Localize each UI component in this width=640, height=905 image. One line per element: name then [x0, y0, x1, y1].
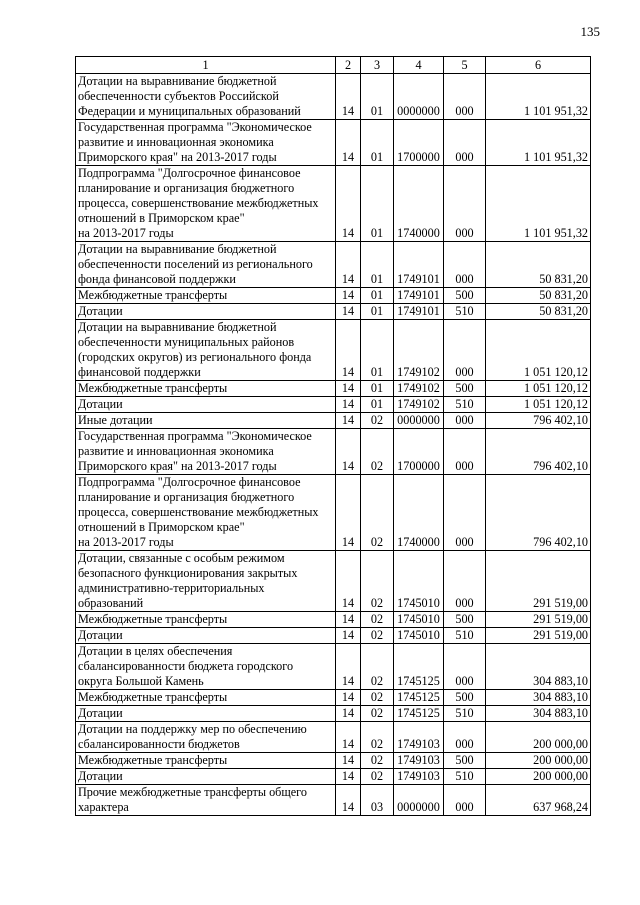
- subsection-code-cell: 02: [361, 551, 394, 612]
- table-row: [76, 628, 591, 644]
- description-line: образований: [78, 596, 144, 610]
- amount-cell: 291 519,00: [486, 628, 591, 644]
- target-article-cell: 1745125: [394, 690, 444, 706]
- description-cell: [76, 381, 336, 397]
- header-cell: 2: [336, 57, 361, 74]
- expense-type-cell: 000: [444, 475, 486, 551]
- description-line: обеспеченности субъектов Российской: [78, 89, 279, 103]
- target-article-cell: 1740000: [394, 475, 444, 551]
- description-line: Дотации: [78, 304, 123, 318]
- target-article-cell: 1749103: [394, 722, 444, 753]
- description-line: планирование и организация бюджетного: [78, 490, 295, 504]
- subsection-code-cell: 01: [361, 397, 394, 413]
- amount-cell: 50 831,20: [486, 304, 591, 320]
- subsection-code-cell: 02: [361, 413, 394, 429]
- expense-type-cell: 000: [444, 120, 486, 166]
- description-cell: [76, 753, 336, 769]
- amount-cell: 1 051 120,12: [486, 397, 591, 413]
- target-article-cell: 1700000: [394, 429, 444, 475]
- amount-cell: 796 402,10: [486, 413, 591, 429]
- description-cell: [76, 429, 336, 475]
- description-line: Государственная программа "Экономическое: [78, 120, 312, 134]
- section-code-cell: 14: [336, 628, 361, 644]
- header-cell: 4: [394, 57, 444, 74]
- subsection-code-cell: 01: [361, 120, 394, 166]
- section-code-cell: 14: [336, 690, 361, 706]
- table-row: [76, 551, 591, 612]
- subsection-code-cell: 02: [361, 644, 394, 690]
- subsection-code-cell: 02: [361, 722, 394, 753]
- description-line: обеспеченности поселений из регионального: [78, 257, 313, 271]
- target-article-cell: 1745125: [394, 644, 444, 690]
- section-code-cell: 14: [336, 74, 361, 120]
- description-line: отношений в Приморском крае": [78, 520, 245, 534]
- description-line: сбалансированности бюджетов: [78, 737, 240, 751]
- description-cell: [76, 612, 336, 628]
- budget-table: [75, 56, 591, 816]
- section-code-cell: 14: [336, 413, 361, 429]
- amount-cell: 304 883,10: [486, 690, 591, 706]
- table-row: [76, 769, 591, 785]
- description-line: на 2013-2017 годы: [78, 535, 174, 549]
- table-row: [76, 397, 591, 413]
- target-article-cell: 1745125: [394, 706, 444, 722]
- description-line: Подпрограмма "Долгосрочное финансовое: [78, 166, 301, 180]
- description-cell: [76, 644, 336, 690]
- section-code-cell: 14: [336, 120, 361, 166]
- table-row: [76, 120, 591, 166]
- section-code-cell: 14: [336, 612, 361, 628]
- table-row: [76, 413, 591, 429]
- target-article-cell: 1745010: [394, 551, 444, 612]
- description-line: Дотации: [78, 706, 123, 720]
- description-cell: [76, 769, 336, 785]
- header-cell: 6: [486, 57, 591, 74]
- amount-cell: 200 000,00: [486, 769, 591, 785]
- amount-cell: 1 101 951,32: [486, 74, 591, 120]
- header-cell: 5: [444, 57, 486, 74]
- description-cell: [76, 628, 336, 644]
- expense-type-cell: 000: [444, 320, 486, 381]
- target-article-cell: 1749103: [394, 753, 444, 769]
- description-line: Иные дотации: [78, 413, 153, 427]
- expense-type-cell: 510: [444, 628, 486, 644]
- description-line: Дотации на выравнивание бюджетной: [78, 242, 277, 256]
- expense-type-cell: 510: [444, 706, 486, 722]
- section-code-cell: 14: [336, 397, 361, 413]
- section-code-cell: 14: [336, 722, 361, 753]
- description-cell: [76, 74, 336, 120]
- description-cell: [76, 242, 336, 288]
- expense-type-cell: 500: [444, 288, 486, 304]
- description-cell: [76, 120, 336, 166]
- description-line: Дотации: [78, 397, 123, 411]
- target-article-cell: 0000000: [394, 785, 444, 816]
- table-row: [76, 288, 591, 304]
- subsection-code-cell: 01: [361, 320, 394, 381]
- description-line: Прочие межбюджетные трансферты общего: [78, 785, 307, 799]
- description-line: округа Большой Камень: [78, 674, 204, 688]
- description-line: Межбюджетные трансферты: [78, 288, 228, 302]
- description-line: Межбюджетные трансферты: [78, 612, 228, 626]
- target-article-cell: 1749102: [394, 320, 444, 381]
- amount-cell: 1 101 951,32: [486, 166, 591, 242]
- description-line: отношений в Приморском крае": [78, 211, 245, 225]
- subsection-code-cell: 03: [361, 785, 394, 816]
- table-row: [76, 644, 591, 690]
- subsection-code-cell: 02: [361, 706, 394, 722]
- description-cell: [76, 320, 336, 381]
- expense-type-cell: 500: [444, 612, 486, 628]
- description-line: Дотации: [78, 628, 123, 642]
- amount-cell: 50 831,20: [486, 242, 591, 288]
- section-code-cell: 14: [336, 475, 361, 551]
- expense-type-cell: 000: [444, 644, 486, 690]
- amount-cell: 1 051 120,12: [486, 320, 591, 381]
- amount-cell: 50 831,20: [486, 288, 591, 304]
- description-cell: [76, 706, 336, 722]
- description-line: Приморского края" на 2013-2017 годы: [78, 459, 277, 473]
- subsection-code-cell: 02: [361, 753, 394, 769]
- description-line: планирование и организация бюджетного: [78, 181, 295, 195]
- description-cell: [76, 397, 336, 413]
- section-code-cell: 14: [336, 320, 361, 381]
- description-cell: [76, 785, 336, 816]
- subsection-code-cell: 01: [361, 74, 394, 120]
- amount-cell: 637 968,24: [486, 785, 591, 816]
- amount-cell: 1 051 120,12: [486, 381, 591, 397]
- description-line: Дотации на выравнивание бюджетной: [78, 320, 277, 334]
- description-cell: [76, 166, 336, 242]
- amount-cell: 796 402,10: [486, 475, 591, 551]
- expense-type-cell: 500: [444, 690, 486, 706]
- description-line: Приморского края" на 2013-2017 годы: [78, 150, 277, 164]
- description-line: процесса, совершенствование межбюджетных: [78, 505, 319, 519]
- section-code-cell: 14: [336, 753, 361, 769]
- description-line: Дотации на выравнивание бюджетной: [78, 74, 277, 88]
- target-article-cell: 1749101: [394, 304, 444, 320]
- expense-type-cell: 500: [444, 753, 486, 769]
- subsection-code-cell: 01: [361, 288, 394, 304]
- table-row: [76, 753, 591, 769]
- amount-cell: 200 000,00: [486, 722, 591, 753]
- table-row: [76, 166, 591, 242]
- target-article-cell: 1740000: [394, 166, 444, 242]
- description-line: административно-территориальных: [78, 581, 265, 595]
- description-line: фонда финансовой поддержки: [78, 272, 236, 286]
- description-line: Государственная программа "Экономическое: [78, 429, 312, 443]
- description-line: Межбюджетные трансферты: [78, 381, 228, 395]
- description-cell: [76, 304, 336, 320]
- target-article-cell: 1749101: [394, 242, 444, 288]
- subsection-code-cell: 02: [361, 628, 394, 644]
- description-line: Межбюджетные трансферты: [78, 690, 228, 704]
- section-code-cell: 14: [336, 381, 361, 397]
- target-article-cell: 1749101: [394, 288, 444, 304]
- description-line: развитие и инновационная экономика: [78, 444, 274, 458]
- section-code-cell: 14: [336, 429, 361, 475]
- target-article-cell: 1745010: [394, 612, 444, 628]
- expense-type-cell: 500: [444, 381, 486, 397]
- description-line: процесса, совершенствование межбюджетных: [78, 196, 319, 210]
- amount-cell: 200 000,00: [486, 753, 591, 769]
- section-code-cell: 14: [336, 769, 361, 785]
- subsection-code-cell: 02: [361, 769, 394, 785]
- target-article-cell: 1749103: [394, 769, 444, 785]
- expense-type-cell: 510: [444, 304, 486, 320]
- description-line: финансовой поддержки: [78, 365, 201, 379]
- description-line: Федерации и муниципальных образований: [78, 104, 301, 118]
- amount-cell: 304 883,10: [486, 706, 591, 722]
- section-code-cell: 14: [336, 644, 361, 690]
- amount-cell: 796 402,10: [486, 429, 591, 475]
- section-code-cell: 14: [336, 551, 361, 612]
- target-article-cell: 1700000: [394, 120, 444, 166]
- description-line: на 2013-2017 годы: [78, 226, 174, 240]
- target-article-cell: 1749102: [394, 381, 444, 397]
- expense-type-cell: 000: [444, 413, 486, 429]
- header-cell: 3: [361, 57, 394, 74]
- amount-cell: 291 519,00: [486, 551, 591, 612]
- description-line: (городских округов) из регионального фонда: [78, 350, 312, 364]
- table-row: [76, 785, 591, 816]
- table-row: [76, 242, 591, 288]
- table-row: [76, 304, 591, 320]
- section-code-cell: 14: [336, 166, 361, 242]
- description-line: Подпрограмма "Долгосрочное финансовое: [78, 475, 301, 489]
- description-cell: [76, 288, 336, 304]
- description-cell: [76, 690, 336, 706]
- subsection-code-cell: 02: [361, 429, 394, 475]
- section-code-cell: 14: [336, 304, 361, 320]
- table-row: [76, 381, 591, 397]
- subsection-code-cell: 02: [361, 475, 394, 551]
- table-row: [76, 74, 591, 120]
- subsection-code-cell: 01: [361, 381, 394, 397]
- page-number: 135: [580, 24, 600, 39]
- table-row: [76, 612, 591, 628]
- amount-cell: 1 101 951,32: [486, 120, 591, 166]
- target-article-cell: 0000000: [394, 413, 444, 429]
- target-article-cell: 0000000: [394, 74, 444, 120]
- description-line: Межбюджетные трансферты: [78, 753, 228, 767]
- amount-cell: 304 883,10: [486, 644, 591, 690]
- description-cell: [76, 475, 336, 551]
- table-row: [76, 722, 591, 753]
- table-row: [76, 320, 591, 381]
- description-line: Дотации на поддержку мер по обеспечению: [78, 722, 307, 736]
- subsection-code-cell: 02: [361, 690, 394, 706]
- target-article-cell: 1749102: [394, 397, 444, 413]
- target-article-cell: 1745010: [394, 628, 444, 644]
- expense-type-cell: 510: [444, 397, 486, 413]
- subsection-code-cell: 01: [361, 304, 394, 320]
- subsection-code-cell: 02: [361, 612, 394, 628]
- expense-type-cell: 000: [444, 722, 486, 753]
- header-cell: 1: [76, 57, 336, 74]
- section-code-cell: 14: [336, 785, 361, 816]
- description-line: безопасного функционирования закрытых: [78, 566, 298, 580]
- table-row: [76, 475, 591, 551]
- description-line: характера: [78, 800, 129, 814]
- description-line: Дотации: [78, 769, 123, 783]
- description-line: сбалансированности бюджета городского: [78, 659, 294, 673]
- table-row: [76, 690, 591, 706]
- expense-type-cell: 000: [444, 429, 486, 475]
- description-line: развитие и инновационная экономика: [78, 135, 274, 149]
- description-cell: [76, 413, 336, 429]
- subsection-code-cell: 01: [361, 242, 394, 288]
- description-cell: [76, 722, 336, 753]
- description-line: обеспеченности муниципальных районов: [78, 335, 295, 349]
- expense-type-cell: 000: [444, 242, 486, 288]
- description-cell: [76, 551, 336, 612]
- expense-type-cell: 510: [444, 769, 486, 785]
- amount-cell: 291 519,00: [486, 612, 591, 628]
- expense-type-cell: 000: [444, 166, 486, 242]
- section-code-cell: 14: [336, 288, 361, 304]
- table-row: [76, 429, 591, 475]
- description-line: Дотации, связанные с особым режимом: [78, 551, 285, 565]
- section-code-cell: 14: [336, 706, 361, 722]
- subsection-code-cell: 01: [361, 166, 394, 242]
- expense-type-cell: 000: [444, 785, 486, 816]
- header-row: [76, 57, 591, 74]
- section-code-cell: 14: [336, 242, 361, 288]
- expense-type-cell: 000: [444, 74, 486, 120]
- description-line: Дотации в целях обеспечения: [78, 644, 233, 658]
- table-row: [76, 706, 591, 722]
- expense-type-cell: 000: [444, 551, 486, 612]
